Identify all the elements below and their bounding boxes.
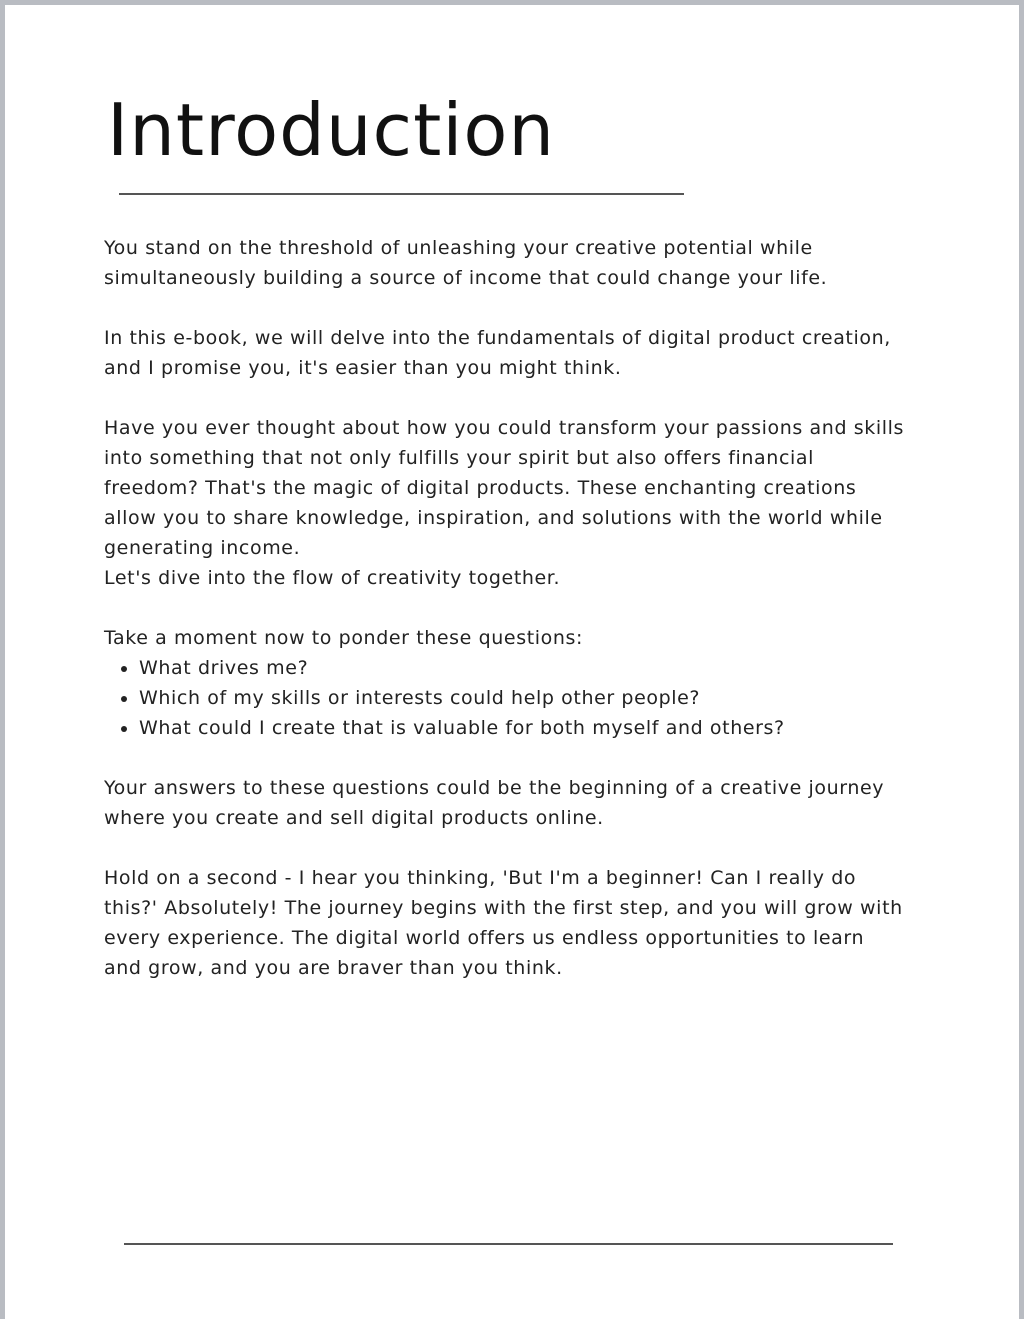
body-text bbox=[104, 233, 904, 1013]
list-item: • What drives me? bbox=[139, 653, 904, 683]
question-list bbox=[104, 653, 904, 743]
paragraph-ebook: In this e-book, we will delve into the fundamentals of digital product creation, and I promise you, it's easier than you might think. bbox=[104, 327, 891, 379]
paragraph-answers: Your answers to these questions could be the beginning of a creative journey where you create and sell digital products online. bbox=[104, 777, 885, 829]
title-divider bbox=[119, 193, 684, 195]
list-item: • Which of my skills or interests could help other people? bbox=[139, 683, 904, 713]
paragraph-dive: Let's dive into the flow of creativity together. bbox=[104, 567, 561, 589]
paragraph-threshold: You stand on the threshold of unleashing your creative potential while simultaneously building a source of income that could change your life. bbox=[104, 237, 828, 289]
paragraph-ponder: Take a moment now to ponder these questions: bbox=[104, 627, 583, 649]
list-item: • What could I create that is valuable for both myself and others? bbox=[139, 713, 904, 743]
paragraph-passions: Have you ever thought about how you could transform your passions and skills into something that not only fulfills your spirit but also offers financial freedom? That's the magic of digital products. These enchanting creations allow you to share knowledge, inspiration, and solutions with the world while generating income. bbox=[104, 417, 904, 559]
footer-divider bbox=[124, 1243, 893, 1245]
paragraph-beginner: Hold on a second - I hear you thinking, 'But I'm a beginner! Can I really do this?' Absolutely! The journey begins with the first step, and you will grow with every experience. The digital world offers us endless opportunities to learn and grow, and you are braver than you think. bbox=[104, 867, 903, 979]
page-title: Introduction bbox=[107, 88, 556, 172]
